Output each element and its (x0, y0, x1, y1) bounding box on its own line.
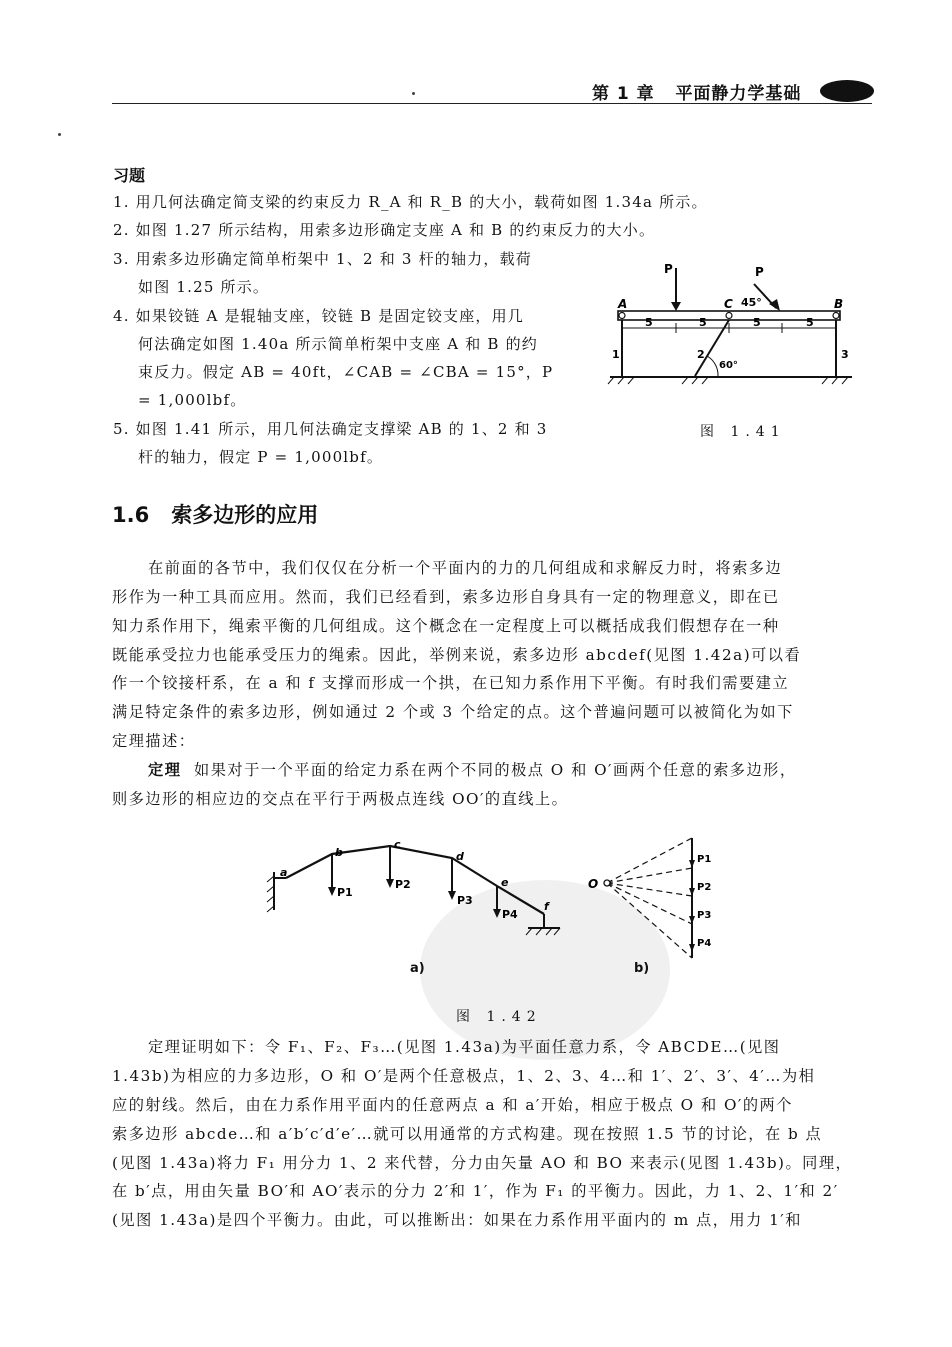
node-label-f: f (544, 900, 549, 913)
scan-speck (412, 92, 415, 95)
paragraph-line: (见图 1.43a)是四个平衡力。由此，可以推断出：如果在力系作用平面内的 m 点，用力 1′和 (112, 1211, 802, 1229)
header-rule (112, 103, 872, 104)
running-header (592, 79, 801, 104)
paragraph-line: 作一个铰接杆系，在 a 和 f 支撑而形成一个拱，在已知力系作用下平衡。有时我们需要建立 (112, 674, 790, 692)
paragraph-line: 知力系作用下，绳索平衡的几何组成。这个概念在一定程度上可以概括成我们假想存在一种 (112, 617, 780, 635)
bar-2-label: 2 (697, 348, 705, 361)
node-label-a: a (280, 866, 288, 879)
figure-1-42-caption: 图 1.42 (456, 1009, 542, 1025)
exercise-line: 5. 如图 1.41 所示，用几何法确定支撑梁 AB 的 1、2 和 3 (113, 420, 548, 438)
force-label-p3: P3 (457, 894, 473, 907)
hinge-a (619, 313, 625, 319)
exercise-line: 4. 如果铰链 A 是辊轴支座，铰链 B 是固定铰支座，用几 (113, 307, 525, 325)
paragraph-line: 1.43b)为相应的力多边形，O 和 O′是两个任意极点，1、2、3、4…和 1′、2′、3′、4′…为相 (112, 1067, 816, 1085)
polygon-label-p4: P4 (697, 938, 712, 949)
load-p-arrowhead (671, 302, 681, 311)
chapter-number: 第 1 章 (592, 84, 655, 104)
section-title: 索多边形的应用 (171, 503, 319, 527)
section-number: 1.6 (112, 503, 150, 527)
theorem-label: 定理 (148, 761, 182, 779)
paragraph-line: 索多边形 abcde…和 a′b′c′d′e′…就可以用通常的方式构建。现在按照 1.5 节的讨论，在 b 点 (112, 1125, 823, 1143)
exercise-line: 何法确定如图 1.40a 所示简单桁架中支座 A 和 B 的约 (138, 335, 539, 353)
bar-1-label: 1 (612, 348, 620, 361)
exercise-line: 1. 用几何法确定简支梁的约束反力 R_A 和 R_B 的大小，载荷如图 1.34a 所示。 (113, 193, 708, 211)
polygon-label-p3: P3 (697, 910, 712, 921)
exercise-line: 3. 用索多边形确定简单桁架中 1、2 和 3 杆的轴力，载荷 (113, 250, 532, 268)
hinge-b (833, 313, 839, 319)
exercise-line: 如图 1.25 所示。 (138, 278, 270, 296)
exercise-line: 杆的轴力，假定 P = 1,000lbf。 (138, 448, 384, 466)
ray-lines (607, 838, 692, 958)
label-a: A (618, 297, 628, 311)
figure-1-42-sublabel-b: b) (634, 961, 650, 976)
node-label-e: e (501, 876, 509, 889)
node-label-b: b (335, 846, 343, 859)
pole-point (604, 880, 610, 886)
paragraph-line: 定理证明如下：令 F₁、F₂、F₃…(见图 1.43a)为平面任意力系，令 ABCDE…(见图 (148, 1038, 781, 1056)
polygon-label-p2: P2 (697, 882, 712, 893)
dimension-label: 5 (699, 316, 707, 329)
ground-hatching (608, 377, 848, 384)
exercise-line: = 1,000lbf。 (138, 391, 247, 409)
paragraph-line: 形作为一种工具而应用。然而，我们已经看到，索多边形自身具有一定的物理意义，即在已 (112, 588, 780, 606)
section-heading (112, 499, 318, 529)
figure-1-41 (608, 258, 858, 398)
dimension-label: 5 (753, 316, 761, 329)
label-45: 45° (741, 296, 762, 309)
theorem-text: 如果对于一个平面的给定力系在两个不同的极点 O 和 O′画两个任意的索多边形， (194, 761, 797, 779)
node-label-c: c (394, 838, 401, 851)
exercise-line: 2. 如图 1.27 所示结构，用索多边形确定支座 A 和 B 的约束反力的大小。 (113, 221, 656, 239)
angle-arc (707, 356, 718, 376)
exercises-title: 习题 (113, 166, 146, 185)
paragraph-line: 在前面的各节中，我们仅仅在分析一个平面内的力的几何组成和求解反力时，将索多边 (148, 559, 783, 577)
chapter-title: 平面静力学基础 (675, 84, 802, 104)
page-tab-marker (820, 80, 874, 102)
paragraph-line: 满足特定条件的索多边形，例如通过 2 个或 3 个给定的点。这个普遍问题可以被简化为如下 (112, 703, 794, 721)
paragraph-line: (见图 1.43a)将力 F₁ 用分力 1、2 来代替，分力由矢量 AO 和 BO 来表示(见图 1.43b)。同理， (112, 1154, 853, 1172)
force-label-p4: P4 (502, 908, 518, 921)
paragraph-line: 既能承受拉力也能承受压力的绳索。因此，举例来说，索多边形 abcdef(见图 1.42a)可以看 (112, 646, 802, 664)
paragraph-line: 在 b′点，用由矢量 BO′和 AO′表示的分力 2′和 1′，作为 F₁ 的平衡力。因此，力 1、2、1′和 2′ (112, 1182, 839, 1200)
paragraph-line: 定理描述： (112, 732, 196, 750)
figure-1-42 (262, 832, 712, 982)
paragraph-line: 应的射线。然后，由在力系作用平面内的任意两点 a 和 a′开始，相应于极点 O 和 O′的两个 (112, 1096, 793, 1114)
hinge-c (726, 313, 732, 319)
label-b: B (834, 297, 844, 311)
exercise-line: 束反力。假定 AB = 40ft，∠CAB = ∠CBA = 15°，P (138, 363, 554, 381)
force-label-p2: P2 (395, 878, 411, 891)
label-c: C (724, 297, 733, 311)
force-label-p1: P1 (337, 886, 353, 899)
funicular-polygon-a (267, 838, 560, 935)
scan-speck (58, 133, 61, 136)
bar-3-label: 3 (841, 348, 849, 361)
figure-1-41-caption: 图 1.41 (700, 424, 786, 440)
label-p-inclined: P (755, 265, 764, 279)
theorem-line (148, 759, 797, 780)
force-polygon-b (588, 838, 711, 958)
dimension-label: 5 (645, 316, 653, 329)
figure-1-42-sublabel-a: a) (410, 961, 425, 976)
angle-60-label: 60° (719, 360, 738, 371)
polygon-label-p1: P1 (697, 854, 712, 865)
node-label-d: d (456, 850, 464, 863)
pole-label: O (588, 877, 599, 891)
theorem-line: 则多边形的相应边的交点在平行于两极点连线 OO′的直线上。 (112, 790, 569, 808)
label-p: P (664, 262, 673, 276)
dimension-label: 5 (806, 316, 814, 329)
